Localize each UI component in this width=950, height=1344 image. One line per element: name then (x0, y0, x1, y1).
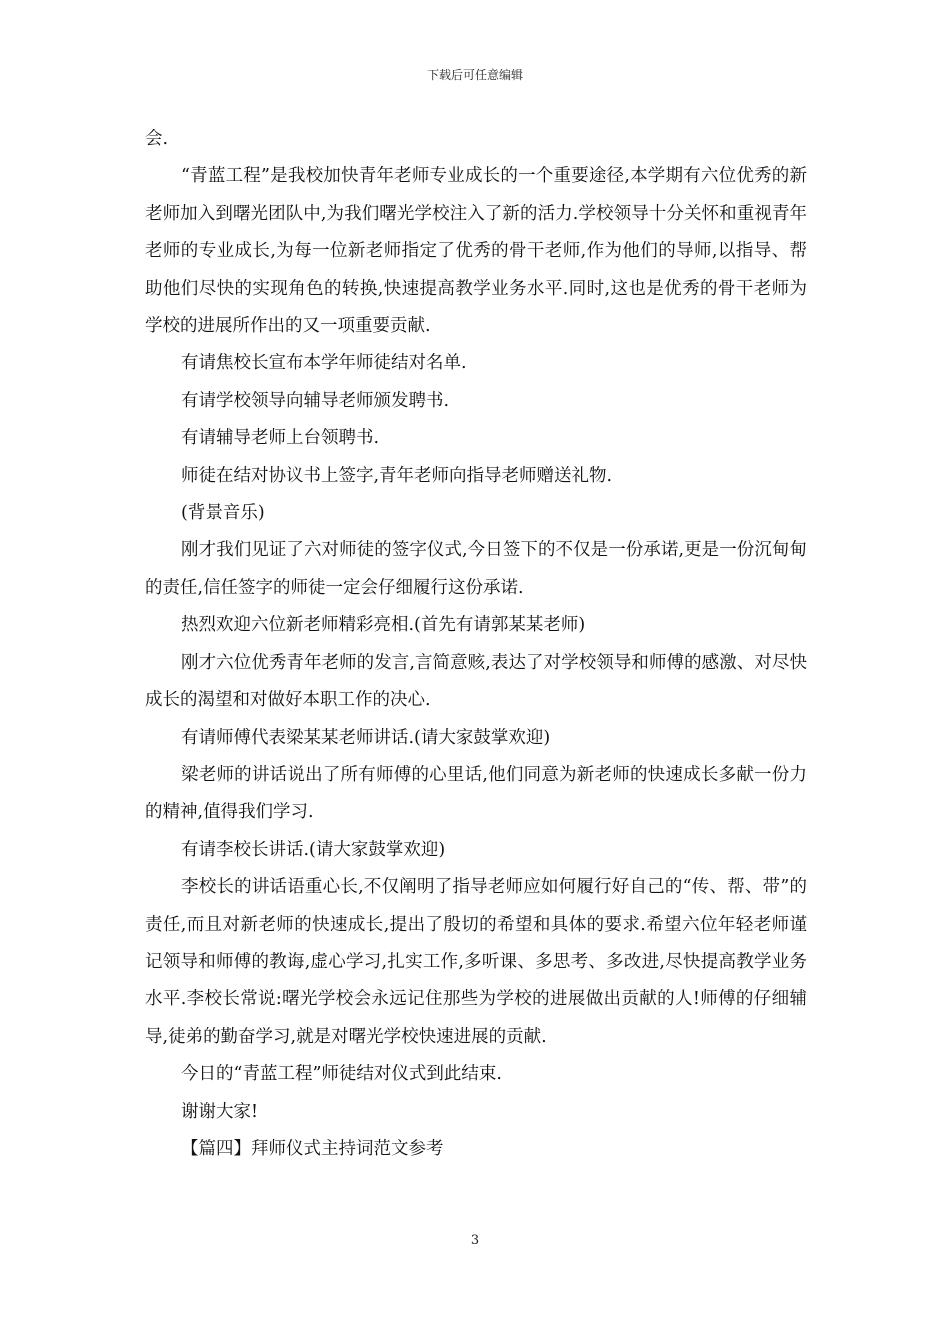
paragraph-4: 有请学校领导向辅导老师颁发聘书. (181, 390, 450, 411)
paragraph-3: 有请焦校长宣布本学年师徒结对名单. (181, 353, 467, 374)
paragraph-16: 谢谢大家! (181, 1101, 259, 1122)
section-heading: 【篇四】拜师仪式主持词范文参考 (181, 1138, 444, 1159)
paragraph-6: 师徒在结对协议书上签字,青年老师向指导老师赠送礼物. (181, 465, 613, 486)
paragraph-13: 有请李校长讲话.(请大家鼓掌欢迎) (181, 839, 446, 860)
paragraph-1: 会. (145, 129, 169, 149)
paragraph-2: “青蓝工程”是我校加快青年老师专业成长的一个重要途径,本学期有六位优秀的新老师加入到曙光团队中,为我们曙光学校注入了新的活力.学校领导十分关怀和重视青年老师的专业成长,为每一位新老师指定了优秀的骨干老师,作为他们的导师,以指导、帮助他们尽快的实现角色的转换,快速提高教学业务水平.同时,这也是优秀的骨干老师为学校的进展所作出的又一项重要贡献. (145, 166, 807, 337)
paragraph-5: 有请辅导老师上台领聘书. (181, 428, 380, 449)
paragraph-14: 李校长的讲话语重心长,不仅阐明了指导老师应如何履行好自己的“传、帮、带”的责任,而且对新老师的快速成长,提出了殷切的希望和具体的要求.希望六位年轻老师谨记领导和师傅的教诲,虚心学习,扎实工作,多听课、多思考、多改进,尽快提高教学业务水平.李校长常说:曙光学校会永远记住那些为学校的进展做出贡献的人!师傅的仔细辅导,徒弟的勤奋学习,就是对曙光学校快速进展的贡献. (145, 877, 807, 1047)
page-header: 下载后可任意编辑 (426, 68, 523, 82)
page-number: 3 (470, 1233, 480, 1248)
paragraph-10: 刚才六位优秀青年老师的发言,言简意赅,表达了对学校领导和师傅的感激、对尽快成长的渴望和对做好本职工作的决心. (145, 652, 807, 711)
paragraph-12: 梁老师的讲话说出了所有师傅的心里话,他们同意为新老师的快速成长多献一份力的精神,值得我们学习. (145, 764, 807, 823)
paragraph-7: (背景音乐) (181, 503, 265, 524)
paragraph-11: 有请师傅代表梁某某老师讲话.(请大家鼓掌欢迎) (181, 727, 551, 748)
paragraph-15: 今日的“青蓝工程”师徒结对仪式到此结束. (181, 1064, 502, 1085)
paragraph-8: 刚才我们见证了六对师徒的签字仪式,今日签下的不仅是一份承诺,更是一份沉甸甸的责任,信任签字的师徒一定会仔细履行这份承诺. (145, 540, 807, 598)
paragraph-9: 热烈欢迎六位新老师精彩亮相.(首先有请郭某某老师) (181, 615, 586, 636)
document-body (145, 121, 807, 1168)
